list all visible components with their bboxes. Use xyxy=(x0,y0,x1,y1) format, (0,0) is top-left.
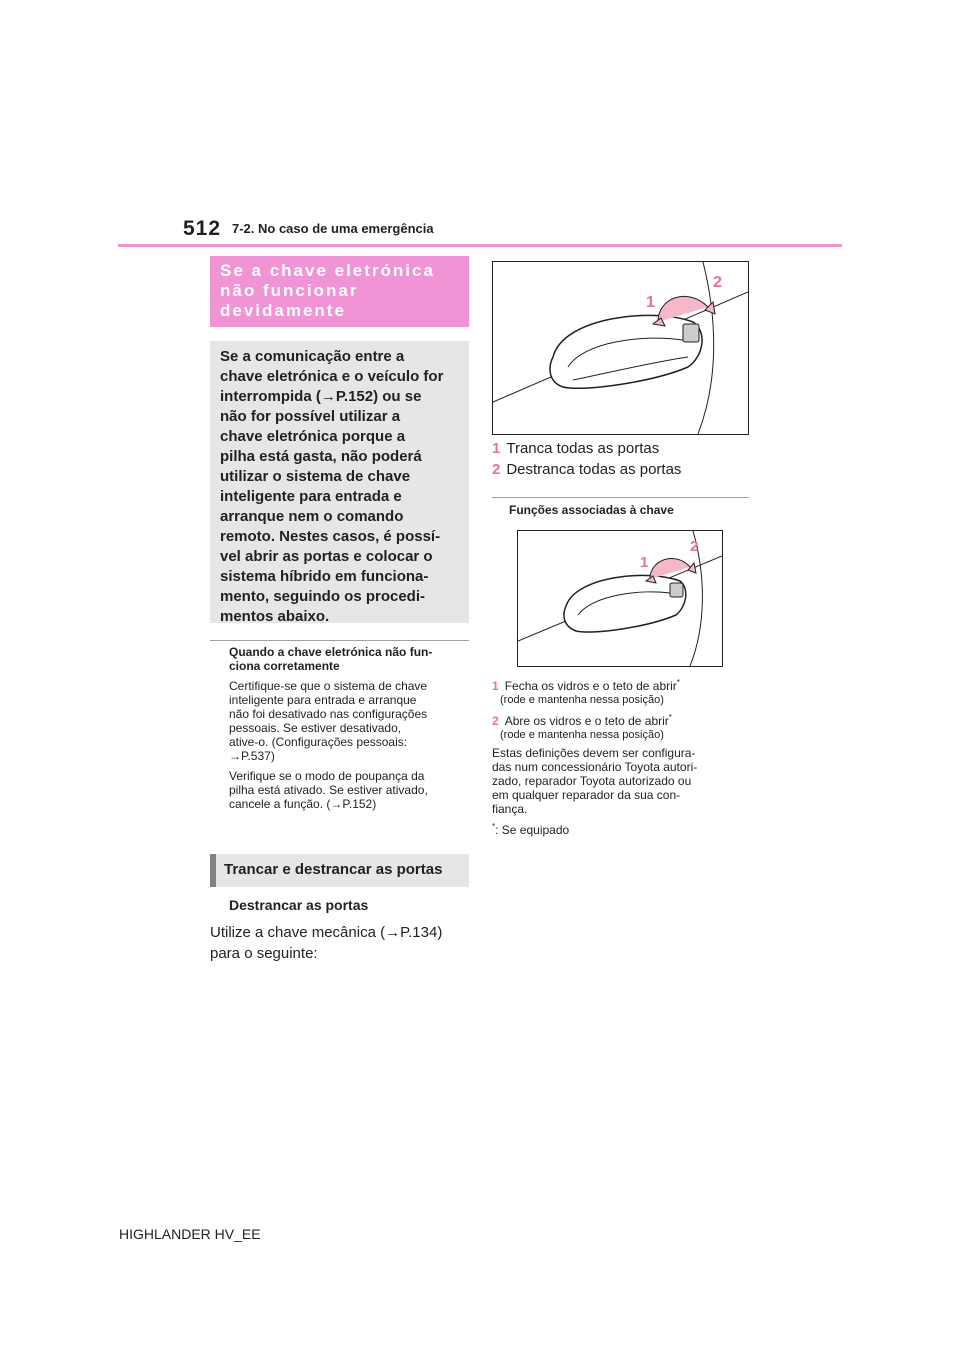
header-rule xyxy=(118,244,842,247)
page-number: 512 xyxy=(183,217,222,240)
note-line: Verifique se o modo de poupança da xyxy=(229,769,425,783)
intro-line: mentos abaixo. xyxy=(220,608,330,625)
heading-line: devidamente xyxy=(220,301,346,320)
legend-subtext: (rode e mantenha nessa posição) xyxy=(500,729,664,741)
note-title-line: ciona corretamente xyxy=(229,659,340,673)
dealer-note xyxy=(492,746,754,816)
key-malfunction-heading xyxy=(210,256,469,327)
fig2-label-2: 2 xyxy=(690,538,699,555)
note-line: zado, reparador Toyota autorizado ou xyxy=(492,774,692,788)
intro-box xyxy=(210,341,469,623)
heading-line: Se a chave eletrónica xyxy=(220,261,435,280)
note-paragraph xyxy=(229,769,469,811)
note-line: Estas definições devem ser configura- xyxy=(492,746,696,760)
intro-line: chave eletrónica e o veículo for xyxy=(220,368,444,385)
legend-item xyxy=(492,459,681,480)
legend-number: 2 xyxy=(492,714,499,728)
door-handle-drawing xyxy=(493,262,748,434)
intro-line: pilha está gasta, não poderá xyxy=(220,448,422,465)
unlock-doors-title: Destrancar as portas xyxy=(229,897,369,913)
note-line: pessoais. Se estiver desativado, xyxy=(229,721,402,735)
intro-line: inteligente para entrada e xyxy=(220,488,402,505)
footnote-text: : Se equipado xyxy=(495,823,570,837)
key-functions-title: Funções associadas à chave xyxy=(509,503,674,517)
heading-line: não funcionar xyxy=(220,281,359,300)
note-rule xyxy=(210,640,469,641)
fig1-label-2: 2 xyxy=(713,274,722,291)
intro-line: mento, seguindo os procedi- xyxy=(220,588,426,605)
note-title-line: Quando a chave eletrónica não fun- xyxy=(229,645,433,659)
note-line: →P.537) xyxy=(229,749,275,763)
lock-unlock-heading: Trancar e destrancar as portas xyxy=(210,854,469,887)
figure1-legend xyxy=(492,438,681,480)
intro-line: Se a comunicação entre a xyxy=(220,348,405,365)
functions-rule xyxy=(492,497,749,498)
intro-line: chave eletrónica porque a xyxy=(220,428,406,445)
malfunction-notes xyxy=(229,645,469,817)
legend-text: Destranca todas as portas xyxy=(506,461,682,478)
key-functions-illustration xyxy=(517,530,723,667)
legend-text: Fecha os vidros e o teto de abrir xyxy=(504,679,677,693)
body-line: para o seguinte: xyxy=(210,945,318,962)
fig1-label-1: 1 xyxy=(646,294,655,311)
section-title: 7-2. No caso de uma emergência xyxy=(232,221,434,236)
intro-line: vel abrir as portas e colocar o xyxy=(220,548,433,565)
note-line: Certifique-se que o sistema de chave xyxy=(229,679,428,693)
note-line: fiança. xyxy=(492,802,528,816)
key-functions-drawing xyxy=(518,531,722,666)
note-line: cancele a função. (→P.152) xyxy=(229,797,377,811)
note-paragraph xyxy=(229,679,469,763)
intro-line: não for possível utilizar a xyxy=(220,408,401,425)
legend-number: 1 xyxy=(492,679,499,693)
legend-item xyxy=(492,711,754,742)
note-line: inteligente para entrada e arranque xyxy=(229,693,417,707)
note-title xyxy=(229,645,469,673)
intro-line: interrompida (→P.152) ou se xyxy=(220,388,422,405)
legend-item xyxy=(492,676,754,707)
note-line: não foi desativado nas configurações xyxy=(229,707,428,721)
intro-line: sistema híbrido em funciona- xyxy=(220,568,429,585)
legend-number: 1 xyxy=(492,440,501,457)
note-line: das num concessionário Toyota autori- xyxy=(492,760,698,774)
body-line: Utilize a chave mecânica (→P.134) xyxy=(210,924,443,941)
legend-item xyxy=(492,438,681,459)
note-line: em qualquer reparador da sua con- xyxy=(492,788,681,802)
intro-line: utilizar o sistema de chave xyxy=(220,468,411,485)
legend-number: 2 xyxy=(492,461,501,478)
figure2-legend xyxy=(492,676,754,837)
mechanical-key-text xyxy=(210,922,472,964)
door-handle-illustration xyxy=(492,261,749,435)
intro-line: arranque nem o comando xyxy=(220,508,404,525)
legend-subtext: (rode e mantenha nessa posição) xyxy=(500,694,664,706)
legend-text: Abre os vidros e o teto de abrir xyxy=(504,714,669,728)
footnote xyxy=(492,820,754,837)
legend-text: Tranca todas as portas xyxy=(506,440,660,457)
footnote-mark: * xyxy=(668,713,672,722)
note-line: ative-o. (Configurações pessoais: xyxy=(229,735,408,749)
footnote-mark: * xyxy=(492,822,496,831)
fig2-label-1: 1 xyxy=(640,554,649,571)
footnote-mark: * xyxy=(676,678,680,687)
note-line: pilha está ativado. Se estiver ativado, xyxy=(229,783,428,797)
intro-line: remoto. Nestes casos, é possí- xyxy=(220,528,441,545)
model-footer: HIGHLANDER HV_EE xyxy=(119,1226,261,1242)
